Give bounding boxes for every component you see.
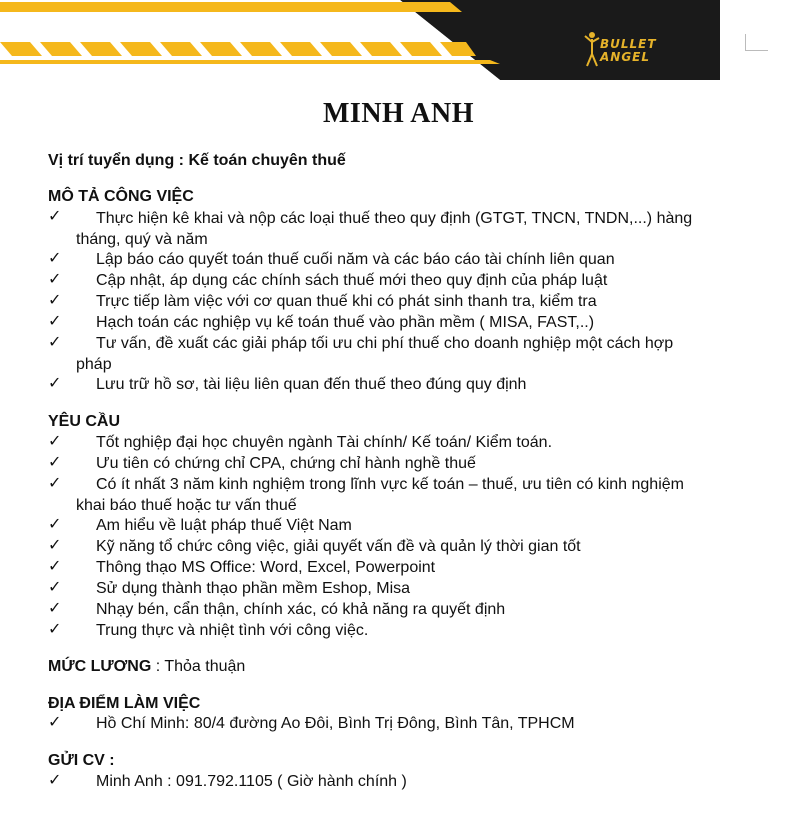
check-icon: ✓: [48, 621, 62, 638]
page-title: MINH ANH: [323, 98, 474, 129]
list-item: Sử dụng thành thạo phần mềm Eshop, Misa: [96, 580, 411, 597]
list-item: Hạch toán các nghiệp vụ kế toán thuế vào phần mềm ( MISA, FAST,..): [96, 314, 595, 331]
position-label: Vị trí tuyển dụng :: [48, 152, 189, 169]
check-icon: ✓: [48, 537, 62, 554]
check-icon: ✓: [48, 475, 62, 492]
list-item: Trực tiếp làm việc với cơ quan thuế khi có phát sinh thanh tra, kiểm tra: [96, 293, 597, 310]
check-icon: ✓: [48, 208, 62, 225]
list-item: Lập báo cáo quyết toán thuế cuối năm và các báo cáo tài chính liên quan: [96, 251, 615, 268]
list-item: Kỹ năng tổ chức công việc, giải quyết vấn đề và quản lý thời gian tốt: [96, 538, 581, 555]
check-icon: ✓: [48, 292, 62, 309]
check-icon: ✓: [48, 600, 62, 617]
check-icon: ✓: [48, 375, 62, 392]
position-line: [48, 151, 346, 171]
check-icon: ✓: [48, 579, 62, 596]
list-item: Trung thực và nhiệt tình với công việc.: [96, 622, 369, 639]
list-item: Ưu tiên có chứng chỉ CPA, chứng chỉ hành nghề thuế: [96, 455, 476, 472]
list-item: Lưu trữ hồ sơ, tài liệu liên quan đến thuế theo đúng quy định: [96, 376, 527, 393]
list-item: Thông thạo MS Office: Word, Excel, Powerpoint: [96, 559, 436, 576]
check-icon: ✓: [48, 714, 62, 731]
page-corner-marker: [745, 34, 768, 51]
check-icon: ✓: [48, 250, 62, 267]
check-icon: ✓: [48, 516, 62, 533]
salary-line: [48, 657, 245, 677]
requirements-heading: YÊU CẦU: [48, 413, 121, 430]
list-item: Cập nhật, áp dụng các chính sách thuế mới theo quy định của pháp luật: [96, 272, 608, 289]
position-value: Kế toán chuyên thuế: [188, 152, 346, 169]
check-icon: ✓: [48, 454, 62, 471]
location-item: Hồ Chí Minh: 80/4 đường Ao Đôi, Bình Trị Đông, Bình Tân, TPHCM: [96, 715, 575, 732]
salary-label: MỨC LƯƠNG: [48, 658, 152, 675]
salary-value: : Thỏa thuận: [151, 658, 246, 675]
location-heading: ĐỊA ĐIỂM LÀM VIỆC: [48, 695, 201, 712]
job-description-heading: MÔ TẢ CÔNG VIỆC: [48, 188, 194, 205]
list-item: Nhạy bén, cẩn thận, chính xác, có khả năng ra quyết định: [96, 601, 506, 618]
check-icon: ✓: [48, 334, 62, 351]
list-item: Thực hiện kê khai và nộp các loại thuế theo quy định (GTGT, TNCN, TNDN,...) hàng tháng, quý và năm: [76, 210, 693, 248]
logo-text: BULLET ANGEL: [600, 37, 657, 64]
check-icon: ✓: [48, 558, 62, 575]
angel-figure-icon: [583, 30, 601, 68]
check-icon: ✓: [48, 772, 62, 789]
check-icon: ✓: [48, 433, 62, 450]
list-item: Am hiểu về luật pháp thuế Việt Nam: [96, 517, 352, 534]
list-item: Tư vấn, đề xuất các giải pháp tối ưu chi phí thuế cho doanh nghiệp một cách hợp pháp: [76, 335, 674, 373]
list-item: Có ít nhất 3 năm kinh nghiệm trong lĩnh vực kế toán – thuế, ưu tiên có kinh nghiệm khai báo thuế hoặc tư vấn thuế: [76, 476, 684, 514]
contact-item: Minh Anh : 091.792.1105 ( Giờ hành chính ): [96, 773, 407, 790]
contact-heading: GỬI CV :: [48, 752, 115, 769]
check-icon: ✓: [48, 271, 62, 288]
list-item: Tốt nghiệp đại học chuyên ngành Tài chính/ Kế toán/ Kiểm toán.: [96, 434, 553, 451]
check-icon: ✓: [48, 313, 62, 330]
